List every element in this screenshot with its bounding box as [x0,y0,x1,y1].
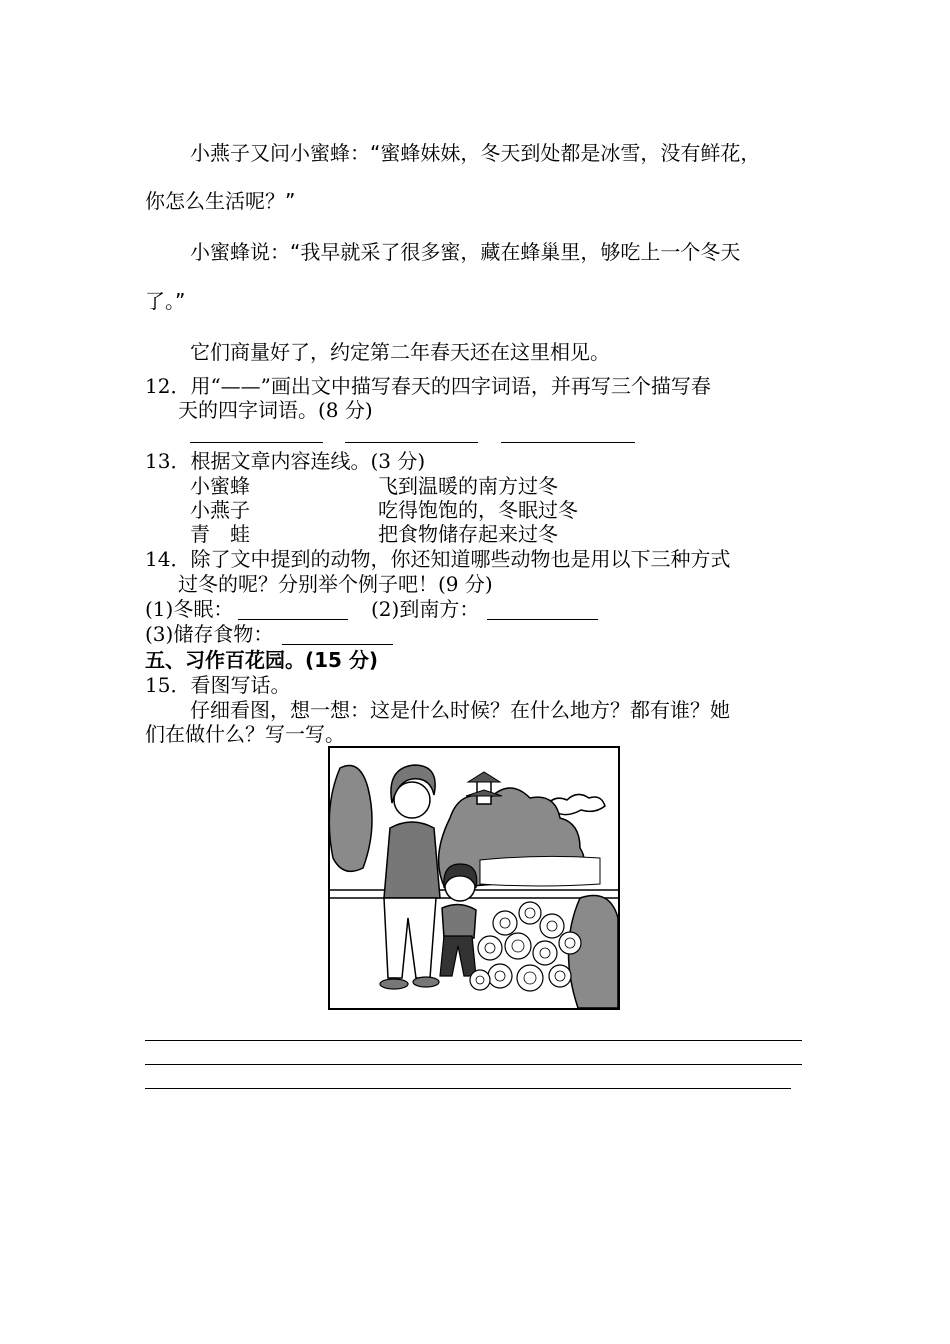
story-paragraph-1-line-2: 你怎么生活呢？” [145,189,296,213]
q14-item-2-blank[interactable] [487,619,598,620]
story-paragraph-3: 它们商量好了，约定第二年春天还在这里相见。 [190,340,610,364]
q13-right-item-2[interactable]: 吃得饱饱的，冬眠过冬 [378,498,578,522]
q15-title: 15．看图写话。 [145,673,291,697]
q12-answer-blank-3[interactable] [501,442,635,443]
q13-title: 13．根据文章内容连线。(3 分) [145,449,426,473]
q13-right-item-1[interactable]: 飞到温暖的南方过冬 [378,474,558,498]
q13-right-item-3[interactable]: 把食物储存起来过冬 [378,522,558,546]
q14-line-1: 14．除了文中提到的动物，你还知道哪些动物也是用以下三种方式 [145,547,731,571]
q12-answer-blank-2[interactable] [345,442,478,443]
writing-line-3[interactable] [145,1088,791,1089]
q14-item-1-label: (1)冬眠： [145,597,234,621]
story-paragraph-2-line-1: 小蜜蜂说：“我早就采了很多蜜，藏在蜂巢里，够吃上一个冬天 [190,240,741,264]
section-5-title: 五、习作百花园。(15 分) [145,648,379,672]
writing-line-1[interactable] [145,1040,802,1041]
q14-item-1-blank[interactable] [238,619,348,620]
q14-item-3-label: (3)储存食物： [145,622,274,646]
story-paragraph-1-line-1: 小燕子又问小蜜蜂：“蜜蜂妹妹，冬天到处都是冰雪，没有鲜花， [190,141,761,165]
q15-prompt-line-1: 仔细看图，想一想：这是什么时候？在什么地方？都有谁？她 [190,698,730,722]
writing-line-2[interactable] [145,1064,802,1065]
story-paragraph-2-line-2: 了。” [145,289,186,313]
q12-line-1: 12．用“——”画出文中描写春天的四字词语，并再写三个描写春 [145,374,711,398]
illustration-mother-daughter-chrysanthemums [328,746,620,1010]
q13-left-item-3[interactable]: 青 蛙 [190,522,250,546]
q13-left-item-2[interactable]: 小燕子 [190,498,250,522]
q12-line-2: 天的四字词语。(8 分) [178,398,373,422]
q15-prompt-line-2: 们在做什么？写一写。 [145,722,345,746]
q13-left-item-1[interactable]: 小蜜蜂 [190,474,250,498]
q14-item-3-blank[interactable] [282,644,393,645]
q14-line-2: 过冬的呢？分别举个例子吧！(9 分) [178,572,493,596]
q14-item-2-label: (2)到南方： [371,597,480,621]
q12-answer-blank-1[interactable] [190,442,323,443]
